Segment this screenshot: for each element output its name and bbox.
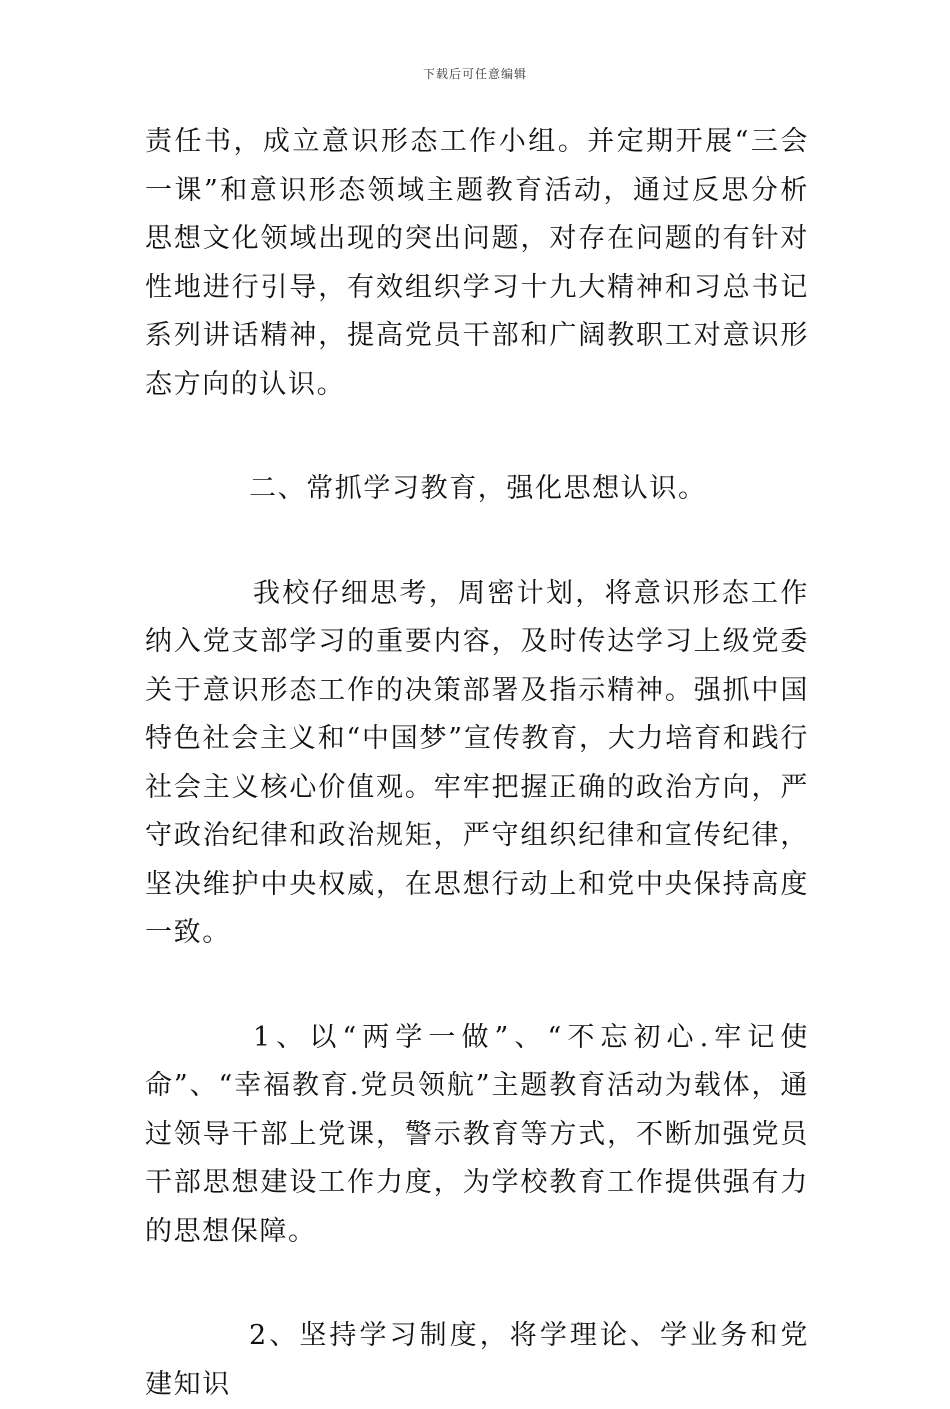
paragraph-item-1: 1、以“两学一做”、“不忘初心.牢记使命”、“幸福教育.党员领航”主题教育活动为载体，通过领导干部上党课，警示教育等方式，不断加强党员干部思想建设工作力度，为学校教育工作提供强有力的思想保障。 [145, 1021, 809, 1247]
page-header-note: 下载后可任意编辑 [422, 67, 527, 81]
section-heading: 二、常抓学习教育，强化思想认识。 [249, 473, 707, 504]
paragraph-continuation: 责任书，成立意识形态工作小组。并定期开展“三会一课”和意识形态领域主题教育活动，通过反思分析思想文化领域出现的突出问题，对存在问题的有针对性地进行引导，有效组织学习十九大精神和习总书记系列讲话精神，提高党员干部和广阔教职工对意识形态方向的认识。 [145, 126, 809, 400]
paragraph-study-plan: 我校仔细思考，周密计划，将意识形态工作纳入党支部学习的重要内容，及时传达学习上级党委关于意识形态工作的决策部署及指示精神。强抓中国特色社会主义和“中国梦”宣传教育，大力培育和践行社会主义核心价值观。牢牢把握正确的政治方向，严守政治纪律和政治规矩，严守组织纪律和宣传纪律，坚决维护中央权威，在思想行动上和党中央保持高度一致。 [145, 577, 809, 948]
document-body [145, 118, 809, 1409]
paragraph-item-2: 2、坚持学习制度，将学理论、学业务和党建知识 [145, 1320, 809, 1400]
